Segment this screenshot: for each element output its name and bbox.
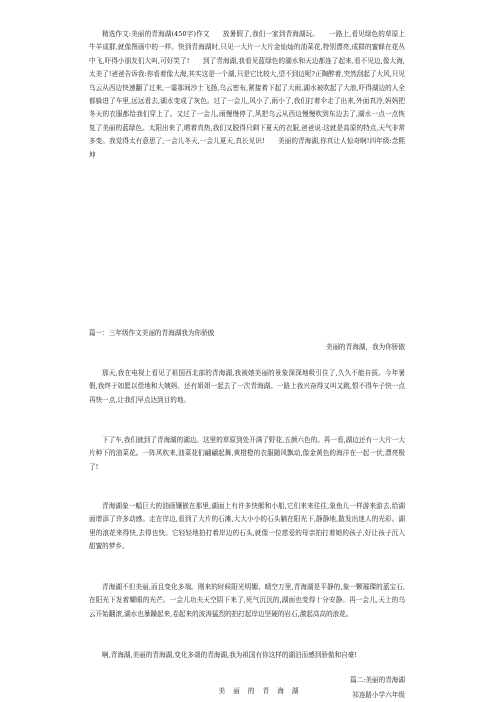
piece1-paragraph: 下了车,我们就到了青海湖的湖边。这里的草原到处开满了野花,五颜六色的。再一看,湖边还有一大片一大片种下的油菜花。一阵风吹来,油菜花们翩翩起舞,黄橙橙的衣服随风飘动,像金黄色的海洋在一起一伏,漂亮极了!: [89, 436, 406, 471]
piece2-byline: 祁连路小学六年级: [352, 691, 405, 699]
piece2-title: 美 丽 的 青 海 湖: [218, 687, 302, 695]
piece1-paragraph: 青海湖不但美丽,而且变化多端。刚来的时候阳光明媚、晴空万里,青海湖是平静的,象一颗璀璨的蓝宝石,在阳光下发着耀眼的光芒。一会儿功夫天空阴下来了,死气沉沉的,湖面也变得十分安静。再一会儿,天上的乌云开始翻滚,湖水也暴躁起来,卷起来的波涛猛烈的拍打起岸边坚硬的岩石,激起高高的浪花。: [89, 583, 405, 618]
piece2-heading: 篇二:美丽的青海湖: [350, 676, 405, 684]
piece1-paragraph: 青海湖象一幅巨大的油画镶嵌在那里,湖面上有许多快艇和小船,它们来来往往,象鱼儿一样游来游去,给湖面增添了许多动感。走在岸边,看到了大片的石滩,大大小小的石头躺在阳光下,静静地,散发出迷人的光彩。湖里的浪花来得快,去得也快。它轻轻地拍打着岸边的石头,就像一位慈爱的母亲拍打着她的孩子,好让孩子沉入甜蜜的梦乡。: [89, 502, 405, 551]
intro-essay: 精选作文:美丽的青海湖(450字)作文 放暑假了,我们一家到青海湖玩。 一路上,看见绿色的草原上牛羊成群,就像图画中的一样。快到青海湖时,只见一大片一大片金灿灿的油菜花,特别漂亮,成群的蜜蜂在花丛中飞,吓得小朋友们大叫,可好笑了! 到了青海湖,我看见蓝绿色的湖水和天边都连了起来,看不见边,像大海,太美了!爸爸告诉我:你看着像大海,其实这是一个湖,只是它比较大,望不到边呢?正陶醉着,突然刮起了大风,只见乌云从西边快速翻了过来,一霎那间沙土飞扬,乌云密布,紧接着下起了大雨,湖水被吹起了大浪,吓得湖边的人全都躲进了车里,远远看去,湖水变成了灰色。过了一会儿,风小了,雨小了,我们打着伞走了出来,外面真冷,妈妈把冬天的衣服都给我们穿上了。又过了一会儿,雨慢慢停了,风把乌云从西边慢慢吹到东边去了,湖水一点一点恢复了美丽的蓝绿色。太阳出来了,晒着真热,我们又脱得只剩下夏天的衣服,爸爸说:这就是高原的特点,天气非常多变。我觉得太有意思了,一会儿冬天,一会儿夏天,真长见识! 美丽的青海湖,你真让人惊奇啊!四年级:念熙坤: [89, 30, 405, 159]
piece1-heading: 篇一：三年级作文美丽的青海湖我为你骄傲: [89, 329, 215, 337]
piece1-title: 美丽的青海湖，我为你骄傲: [325, 343, 405, 351]
piece1-paragraph: 啊,青海湖,美丽的青海湖,变化多端的青海湖,我为祖国有你这样的湖泊而感到骄傲和自豪!: [102, 651, 358, 659]
piece1-paragraph: 那天,我在电视上看见了祖国西北部的青海湖,我被她美丽的景象深深地吸引住了,久久不能自拔。今年暑假,我终于如愿以偿地和大姨妈、还有姐姐一起去了一次青海湖。一路上我兴奋得又叫又跳,恨不得车子快一点再快一点,让我们早点达到目的地。: [89, 369, 405, 404]
